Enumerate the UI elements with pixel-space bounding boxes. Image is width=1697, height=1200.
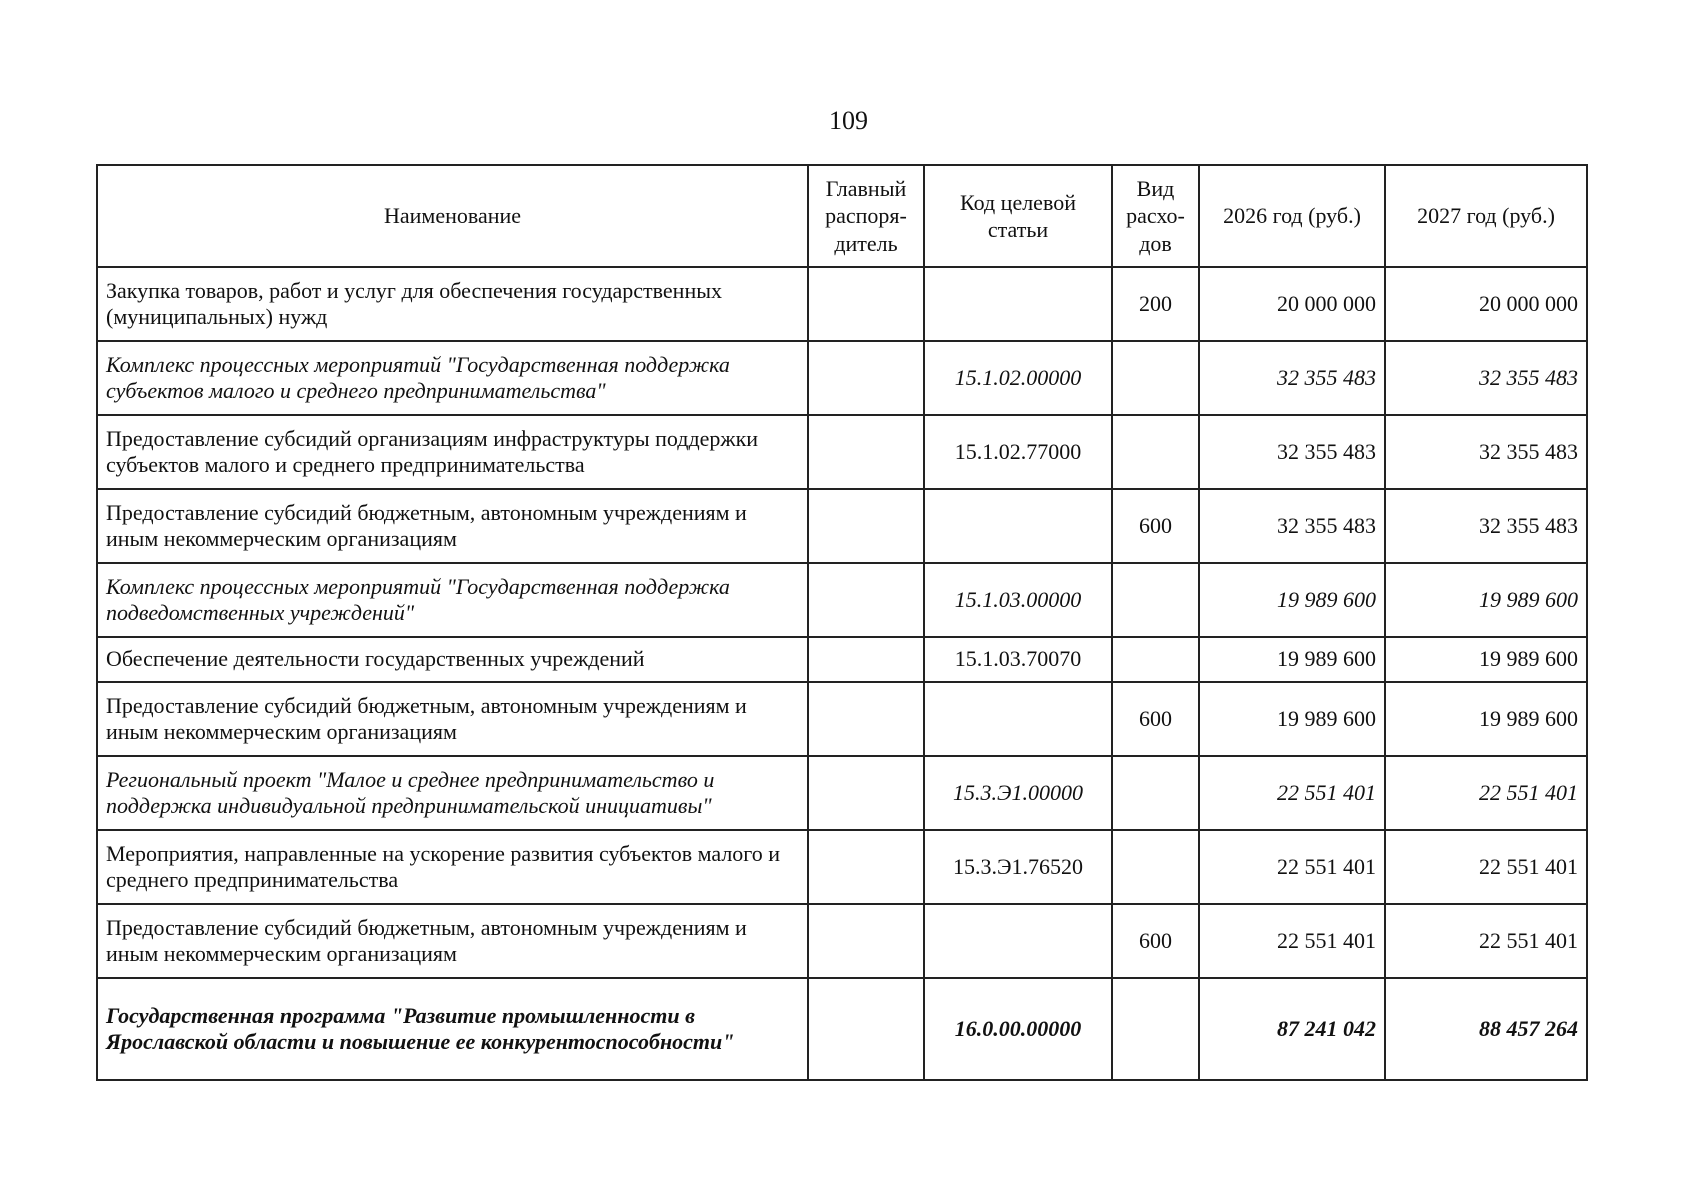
row-name: Предоставление субсидий бюджетным, автономным учреждениям и иным некоммерческим организациям	[97, 682, 808, 756]
row-code	[924, 682, 1112, 756]
header-name: Наименование	[97, 165, 808, 267]
row-2026: 22 551 401	[1199, 904, 1385, 978]
row-type: 600	[1112, 489, 1199, 563]
header-code: Код целевой статьи	[924, 165, 1112, 267]
budget-table	[96, 164, 1588, 1081]
row-name: Комплекс процессных мероприятий "Государственная поддержка подведомственных учреждений"	[97, 563, 808, 637]
row-2027: 20 000 000	[1385, 267, 1587, 341]
table-row	[97, 756, 1587, 830]
row-name: Закупка товаров, работ и услуг для обеспечения государственных (муниципальных) нужд	[97, 267, 808, 341]
table-row	[97, 682, 1587, 756]
row-2027: 32 355 483	[1385, 489, 1587, 563]
row-2026: 20 000 000	[1199, 267, 1385, 341]
header-type: Вид расхо-дов	[1112, 165, 1199, 267]
header-2026: 2026 год (руб.)	[1199, 165, 1385, 267]
row-type	[1112, 978, 1199, 1080]
row-2027: 22 551 401	[1385, 904, 1587, 978]
row-type	[1112, 830, 1199, 904]
row-admin	[808, 756, 924, 830]
row-admin	[808, 415, 924, 489]
row-admin	[808, 978, 924, 1080]
header-2027: 2027 год (руб.)	[1385, 165, 1587, 267]
table-row	[97, 341, 1587, 415]
row-admin	[808, 267, 924, 341]
table-row	[97, 830, 1587, 904]
row-code	[924, 267, 1112, 341]
row-2027: 19 989 600	[1385, 563, 1587, 637]
row-2027: 22 551 401	[1385, 756, 1587, 830]
row-2026: 19 989 600	[1199, 682, 1385, 756]
row-name: Государственная программа "Развитие промышленности в Ярославской области и повышение ее конкурентоспособности"	[97, 978, 808, 1080]
row-type: 600	[1112, 682, 1199, 756]
row-code: 15.1.02.77000	[924, 415, 1112, 489]
row-2026: 22 551 401	[1199, 756, 1385, 830]
row-2026: 19 989 600	[1199, 637, 1385, 682]
row-admin	[808, 489, 924, 563]
row-name: Предоставление субсидий бюджетным, автономным учреждениям и иным некоммерческим организациям	[97, 489, 808, 563]
row-2026: 32 355 483	[1199, 415, 1385, 489]
row-code: 15.1.03.70070	[924, 637, 1112, 682]
row-2026: 87 241 042	[1199, 978, 1385, 1080]
row-type	[1112, 756, 1199, 830]
row-admin	[808, 341, 924, 415]
row-type	[1112, 341, 1199, 415]
row-name: Комплекс процессных мероприятий "Государственная поддержка субъектов малого и среднего предпринимательства"	[97, 341, 808, 415]
row-type: 600	[1112, 904, 1199, 978]
row-code	[924, 904, 1112, 978]
page-number: 109	[829, 106, 868, 135]
table-body	[97, 267, 1587, 1080]
row-type	[1112, 563, 1199, 637]
row-code: 15.3.Э1.00000	[924, 756, 1112, 830]
header-row	[97, 165, 1587, 267]
header-admin: Главный распоря-дитель	[808, 165, 924, 267]
row-code: 15.1.03.00000	[924, 563, 1112, 637]
row-name: Мероприятия, направленные на ускорение развития субъектов малого и среднего предпринимательства	[97, 830, 808, 904]
row-2027: 32 355 483	[1385, 341, 1587, 415]
row-code	[924, 489, 1112, 563]
row-2027: 88 457 264	[1385, 978, 1587, 1080]
row-name: Обеспечение деятельности государственных учреждений	[97, 637, 808, 682]
table-header	[97, 165, 1587, 267]
row-2027: 22 551 401	[1385, 830, 1587, 904]
row-2026: 32 355 483	[1199, 489, 1385, 563]
row-name: Региональный проект "Малое и среднее предпринимательство и поддержка индивидуальной предпринимательской инициативы"	[97, 756, 808, 830]
row-admin	[808, 682, 924, 756]
row-code: 16.0.00.00000	[924, 978, 1112, 1080]
row-2027: 19 989 600	[1385, 637, 1587, 682]
row-admin	[808, 563, 924, 637]
table-row	[97, 563, 1587, 637]
row-code: 15.1.02.00000	[924, 341, 1112, 415]
row-type	[1112, 415, 1199, 489]
table-row	[97, 904, 1587, 978]
row-name: Предоставление субсидий бюджетным, автономным учреждениям и иным некоммерческим организациям	[97, 904, 808, 978]
table-row	[97, 978, 1587, 1080]
row-admin	[808, 830, 924, 904]
row-code: 15.3.Э1.76520	[924, 830, 1112, 904]
table-row	[97, 267, 1587, 341]
row-2027: 19 989 600	[1385, 682, 1587, 756]
row-type: 200	[1112, 267, 1199, 341]
row-name: Предоставление субсидий организациям инфраструктуры поддержки субъектов малого и среднего предпринимательства	[97, 415, 808, 489]
row-admin	[808, 904, 924, 978]
table-row	[97, 637, 1587, 682]
row-admin	[808, 637, 924, 682]
table-row	[97, 489, 1587, 563]
row-2026: 19 989 600	[1199, 563, 1385, 637]
row-2027: 32 355 483	[1385, 415, 1587, 489]
row-2026: 22 551 401	[1199, 830, 1385, 904]
table-row	[97, 415, 1587, 489]
row-type	[1112, 637, 1199, 682]
row-2026: 32 355 483	[1199, 341, 1385, 415]
